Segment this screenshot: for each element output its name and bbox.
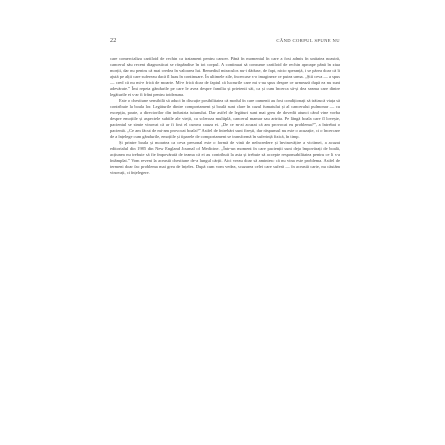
- paragraph-3: Și printre boala și moartea ca ceva personal este o formă de vină de neîncredere și învinovățire a victimei, a acuzat editorialul din 1985 din New England Journal of Medicine. „Într-un moment în care pacienții sunt deja împovărați de boală, acțiunea nu trebuie să fie împovărată de teama că ei au contribuit la asta și trebuie să accepte responsabilitatea pentru ce li s-a întâmplat.” Vom reveni la această chestiune de-a lungul cărții. Aici vreau doar să amintesc că nu vina este problema. Astfel de termeni doar fac problema mai grea de înțeles. După cum vom vedea, scuzarea celei care suferă — în această carte, nu căutăm vinovați, ci înțelegere.: [110, 140, 340, 175]
- paragraph-2: Este o chestiune sensibilă să aduci în discuție posibilitatea că modul în care oamenii au fost condiționați să trăiască viața să contribuie la boala lor. Legăturile dintre comportament și boală sunt clare în cazul fumatului și al cancerului pulmonar — cu excepția, poate, a directorilor din industria tutunului. Dar astfel de legături sunt mai greu de dovedit atunci când vine vorba despre emoțiile și aspectele subtile ale vieții, ca scleroza multiplă, cancerul mamar sau artrita. Pe lângă boala care îl lovește, pacientul se simte vinovat că ar fi fost el cumva cauza ei. „De ce m-ai acuzat că am provocat eu problema?”, a întrebat o pacientă. „Ce am făcut de mi-am provocat boala?” Astfel de întrebări sunt firești, dar răspunsul nu este o acuzație, ci o încercare de a înțelege cum gândurile, emoțiile și tiparele de comportament se transformă în suferință fizică, în timp.: [110, 98, 340, 139]
- page-header: [110, 38, 340, 48]
- page-number: 22: [110, 38, 117, 44]
- running-head: CÂND CORPUL SPUNE NU: [276, 38, 340, 43]
- body-text: [110, 56, 340, 386]
- paragraph-1: care comercializa cartiloid de rechin ca tratament pentru cancer. Până în momentul în care a fost admis în unitatea noastră, cancerul său recent diagnosticat se răspândise în tot corpul. A continuat să consume cartiloid de rechin aproape până în ziua morții, dar nu pentru că mai credea în valoarea lui. Remediul miraculos nu-i dăduse, de fapt, nicio speranță, i se părea doar că îi ajută pe alții care sufereau dacă îl luau în continuare. În ultimele zile, încercase s-o imagineze ce putea urma. „Știi ceva — a spus — cred că nu mi-e frică de moarte. Mi-e frică doar de faptul că lucrurile care mi s-au spus despre ce urmează după ea nu sunt adevărate.” Îmi repeta gândurile pe care le avea despre familia și prietenii săi, ca și cum încerca să-și dea seama care dintre legăturile ei s-ar fi frânt pentru totdeauna.: [110, 56, 340, 97]
